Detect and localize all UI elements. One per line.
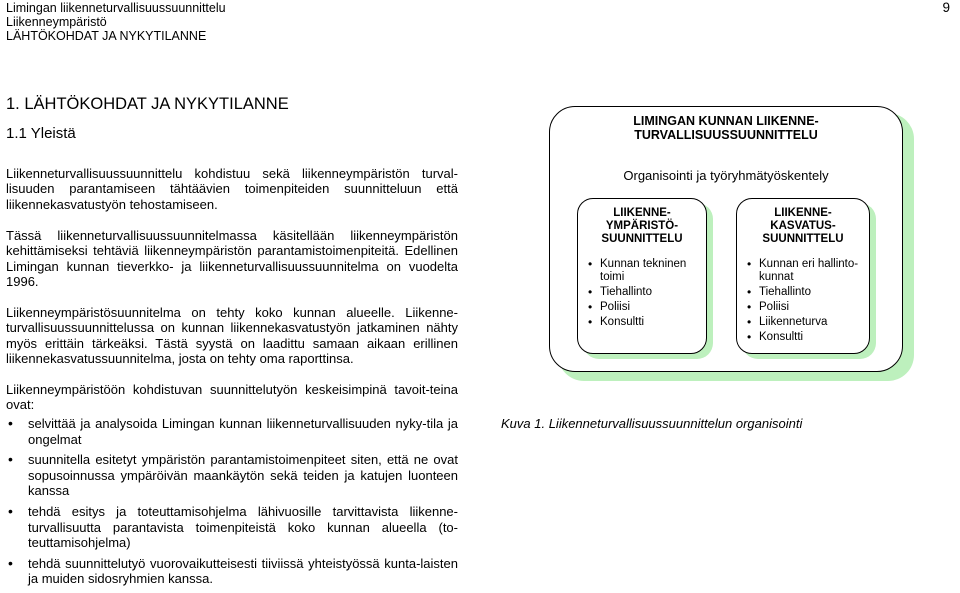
- list-item: • Poliisi: [578, 301, 706, 314]
- list-item: • tehdä esitys ja toteuttamisohjelma lähivuosille tarvittavista liikenne-turvallisuutta parantavista toimenpiteistä koko kunnan alueella (to-teuttamisohjelma): [6, 504, 458, 551]
- list-item: • Poliisi: [737, 301, 869, 314]
- diagram-box-environment: [577, 198, 707, 354]
- box-items: [578, 258, 706, 329]
- list-item: • Kunnan tekninen toimi: [578, 258, 706, 284]
- diagram-subtitle: Organisointi ja työryhmätyöskentely: [623, 168, 829, 183]
- list-item: • Liikenneturva: [737, 316, 869, 329]
- list-item: • selvittää ja analysoida Limingan kunnan liikenneturvallisuuden nyky-tila ja ongelmat: [6, 416, 458, 447]
- diagram-box-education: [736, 198, 870, 354]
- page-number: 9: [942, 0, 950, 15]
- paragraph-2: Tässä liikenneturvallisuussuunnitelmassa käsitellään liikenneympäristön kehittämiseksi tehtäviä liikenneympäristön parantamistoimenpiteitä. Edellinen Limingan kunnan tieverkko- ja liikenneturvallisuussuunnitelma on vuodelta 1996.: [6, 228, 458, 290]
- section-heading: 1.1 Yleistä: [6, 125, 76, 142]
- paragraph-4: Liikenneympäristöön kohdistuvan suunnittelutyön keskeisimpinä tavoit-teina ovat:: [6, 382, 458, 413]
- list-item: • Tiehallinto: [578, 286, 706, 299]
- header-line-3: LÄHTÖKOHDAT JA NYKYTILANNE: [6, 29, 207, 43]
- paragraph-1: Liikenneturvallisuussuunnittelu kohdistuu sekä liikenneympäristön turval-lisuuden parantamiseen tähtäävien toimenpiteiden suunnitteluun että liikennekasvatustyön tehostamiseen.: [6, 166, 458, 212]
- goals-list: [6, 416, 458, 592]
- list-item: • Konsultti: [578, 316, 706, 329]
- diagram-title: LIMINGAN KUNNAN LIIKENNE- TURVALLISUUSSUUNNITTELU: [633, 114, 819, 142]
- figure-caption: Kuva 1. Liikenneturvallisuussuunnittelun organisointi: [501, 416, 803, 431]
- paragraph-3: Liikenneympäristösuunnitelma on tehty koko kunnan alueelle. Liikenne-turvallisuussuunnittelussa on kunnan liikennekasvatustyön jatkaminen nähty myös erittäin tärkeäksi. Tästä syystä on laadittu samaan aikaan erillinen liikennekasvatussuunnitelma, josta on tehty oma raporttinsa.: [6, 305, 458, 367]
- header-line-1: Limingan liikenneturvallisuussuunnittelu: [6, 1, 226, 15]
- header-line-2: Liikenneympäristö: [6, 15, 107, 29]
- box-items: [737, 258, 869, 344]
- list-item: • Kunnan eri hallinto-kunnat: [737, 258, 869, 284]
- list-item: • Tiehallinto: [737, 286, 869, 299]
- list-item: • suunnitella esitetyt ympäristön parantamistoimenpiteet siten, että ne ovat sopusoinnussa ympäröivän maankäytön sekä teiden ja katujen luonteen kanssa: [6, 452, 458, 499]
- box-title: LIIKENNE- YMPÄRISTÖ- SUUNNITTELU: [601, 207, 683, 245]
- chapter-heading: 1. LÄHTÖKOHDAT JA NYKYTILANNE: [6, 95, 289, 113]
- box-title: LIIKENNE- KASVATUS- SUUNNITTELU: [762, 207, 844, 245]
- list-item: • Konsultti: [737, 331, 869, 344]
- running-header: [6, 1, 226, 43]
- list-item: • tehdä suunnittelutyö vuorovaikutteisesti tiiviissä yhteistyössä kunta-laisten ja muiden sidosryhmien kanssa.: [6, 556, 458, 587]
